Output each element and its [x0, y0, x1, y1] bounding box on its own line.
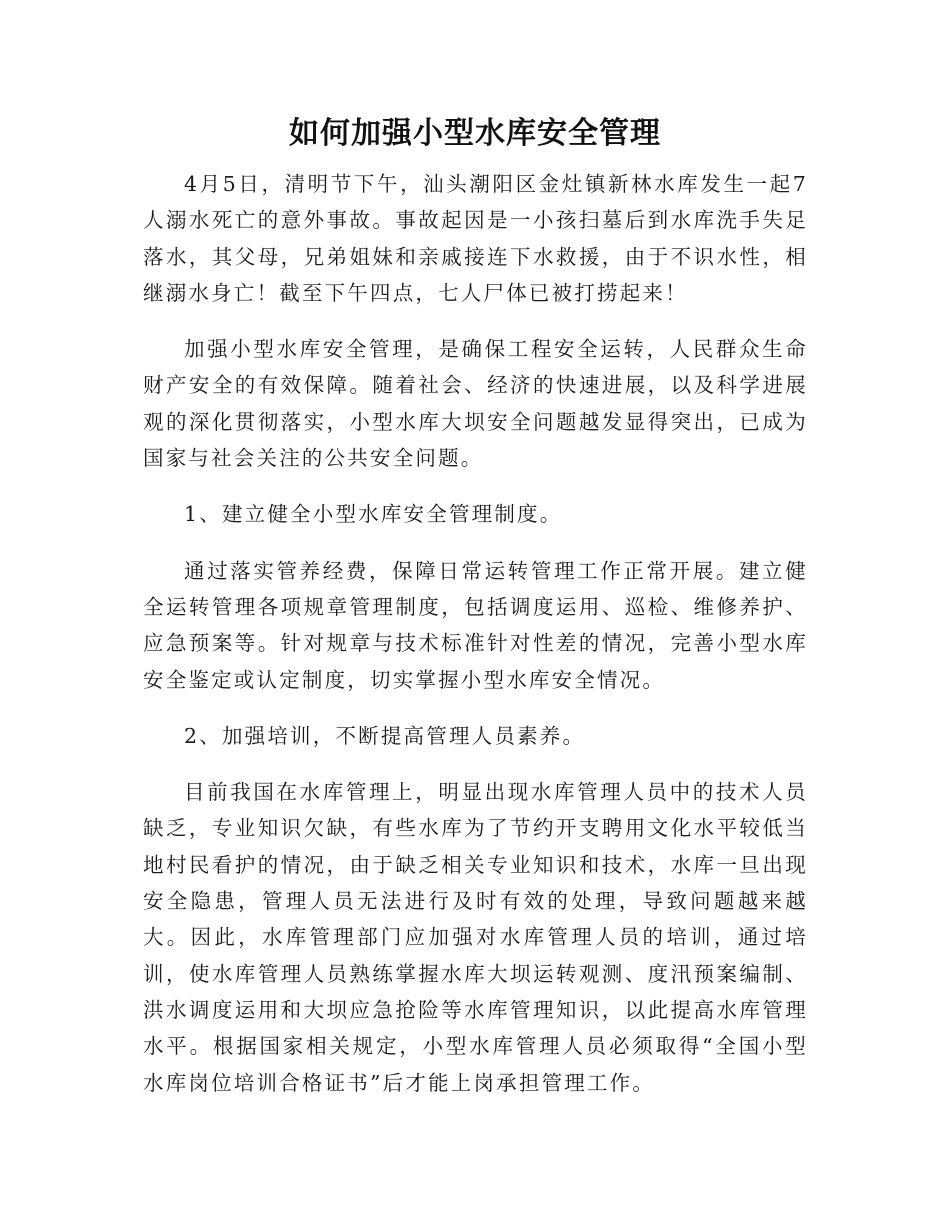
document-body: [143, 166, 808, 1121]
section-heading-2: 2、加强培训，不断提高管理人员素养。: [184, 723, 586, 748]
paragraph-importance: 加强小型水库安全管理，是确保工程安全运转，人民群众生命财产安全的有效保障。随着社会、经济的快速进展，以及科学进展观的深化贯彻落实，小型水库大坝安全问题越发显得突出，已成为国家与社会关注的公共安全问题。: [143, 337, 808, 471]
paragraph-incident: 4月5日，清明节下午，汕头潮阳区金灶镇新林水库发生一起7人溺水死亡的意外事故。事故起因是一小孩扫墓后到水库洗手失足落水，其父母，兄弟姐妹和亲戚接连下水救援，由于不识水性，相继溺水身亡！截至下午四点，七人尸体已被打捞起来！: [143, 172, 808, 305]
document-title: 如何加强小型水库安全管理: [289, 116, 661, 151]
paragraph-training: 目前我国在水库管理上，明显出现水库管理人员中的技术人员缺乏，专业知识欠缺，有些水库为了节约开支聘用文化水平较低当地村民看护的情况，由于缺乏相关专业知识和技术，水库一旦出现安全隐患，管理人员无法进行及时有效的处理，导致问题越来越大。因此，水库管理部门应加强对水库管理人员的培训，通过培训，使水库管理人员熟练掌握水库大坝运转观测、度汛预案编制、洪水调度运用和大坝应急抢险等水库管理知识，以此提高水库管理水平。根据国家相关规定，小型水库管理人员必须取得“全国小型水库岗位培训合格证书”后才能上岗承担管理工作。: [143, 780, 808, 1095]
section-heading-1: 1、建立健全小型水库安全管理制度。: [184, 502, 563, 527]
paragraph-management-system: 通过落实管养经费，保障日常运转管理工作正常开展。建立健全运转管理各项规章管理制度，包括调度运用、巡检、维修养护、应急预案等。针对规章与技术标准针对性差的情况，完善小型水库安全鉴定或认定制度，切实掌握小型水库安全情况。: [143, 558, 808, 692]
